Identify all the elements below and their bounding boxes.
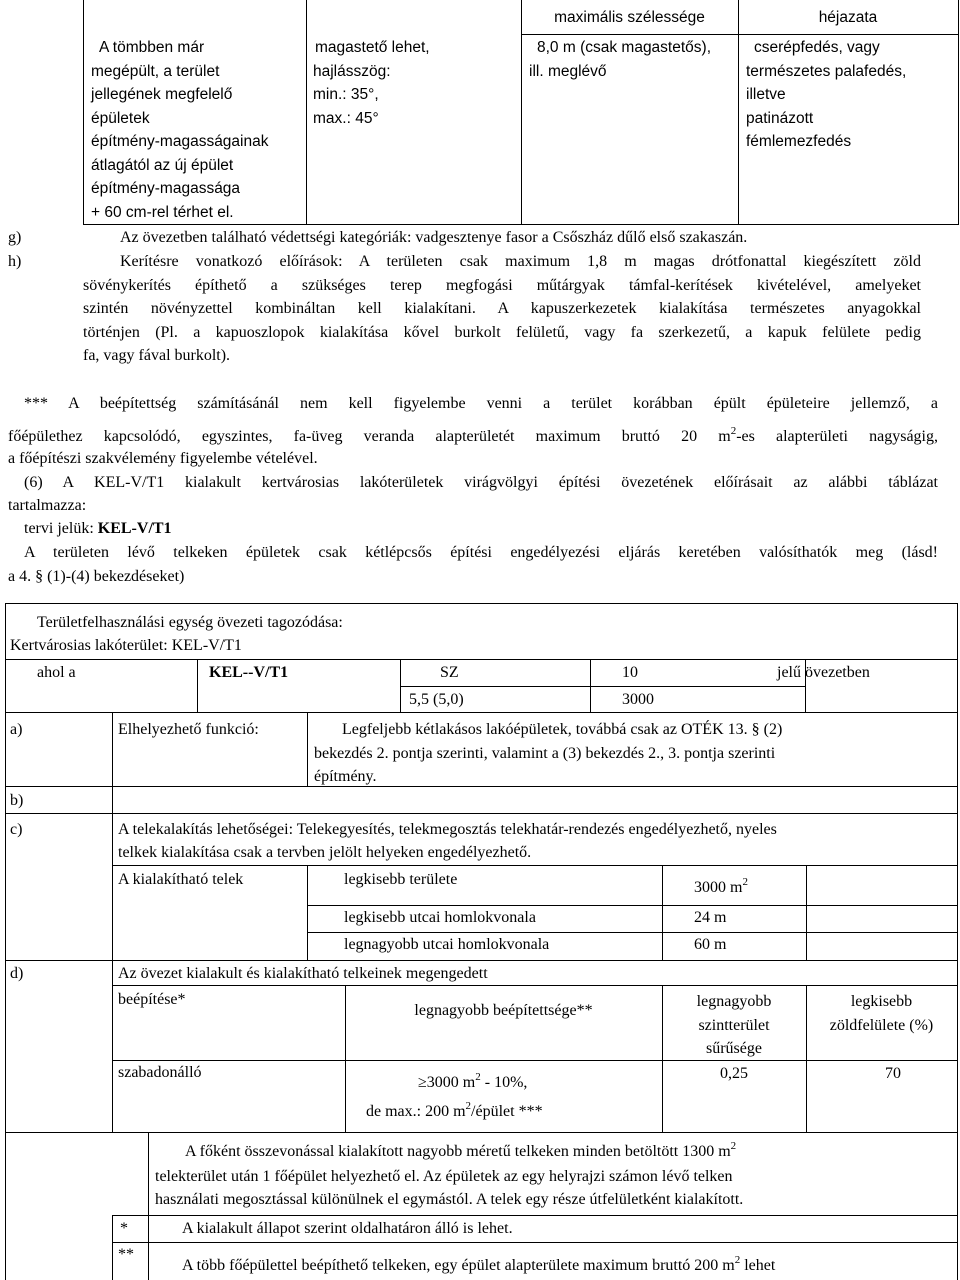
header-line: szintterület	[698, 1016, 770, 1034]
ten-value: 10	[622, 664, 638, 681]
cell-line: A tömbben már	[99, 39, 205, 56]
jelu-ovezetben: jelű övezetben	[777, 664, 870, 681]
cell-line: illetve	[746, 86, 786, 103]
zone-code: KEL--V/T1	[209, 664, 289, 681]
table-border	[5, 603, 6, 1280]
text-line: történjen (Pl. a kapuoszlopok kialakítása kővel burkolt felületű, vagy fa szerkezetű, a kapuk felülete pedig	[83, 323, 921, 341]
zone-title: Területfelhasználási egység övezeti tagozódása:	[37, 614, 343, 631]
text-line: építmény.	[314, 768, 377, 785]
coverage-max	[366, 1102, 543, 1122]
note-paragraph-line: *** A beépítettség számításánál nem kell figyelembe venni a terület korábban épült épületeire jellemző, a	[24, 395, 938, 412]
note-line: telekterület után 1 főépület helyezhető el. Az épületek az egy helyrajzi számon lévő telken	[155, 1168, 733, 1185]
permit-paragraph-line: A területen lévő telkeken épületek csak kétlépcsős építési engedélyezési eljárás keretében valósíthatók meg (lásd!	[24, 544, 938, 561]
telek-label: A kialakítható telek	[118, 871, 244, 888]
footnote-star2: **	[118, 1246, 134, 1263]
text-run: főépülethez kapcsolódó, egyszintes, fa-üveg veranda alapterületét maximum bruttó 20 m	[8, 428, 731, 445]
cell-line: max.: 45°	[313, 109, 379, 127]
table-border	[112, 1215, 957, 1216]
height-rule-cell	[91, 36, 269, 224]
header-line: sűrűsége	[706, 1040, 762, 1057]
row-g-label: g)	[8, 229, 22, 246]
table-border	[148, 1132, 149, 1280]
szabadonallo-label: szabadonálló	[118, 1064, 202, 1081]
table-border	[112, 1242, 957, 1243]
cell-line: patinázott	[746, 109, 814, 127]
value-text: - 10%,	[480, 1074, 528, 1091]
table-border	[5, 712, 957, 713]
cell-line: építmény-magassága	[91, 180, 241, 197]
section-6-line: (6) A KEL-V/T1 kialakult kertvárosias lakóterületek virágvölgyi építési övezetének előírásait az alábbi táblázat	[24, 474, 938, 491]
note-paragraph-line: a főépítészi szakvélemény figyelembe vételével.	[8, 450, 318, 467]
table-border	[197, 659, 198, 712]
cell-line: cserépfedés, vagy	[754, 39, 880, 56]
note-paragraph-line	[8, 425, 938, 448]
cell-line: építmény-magasságainak	[91, 133, 269, 150]
text-run: lehet	[740, 1257, 776, 1274]
cell-line: ill. meglévő	[529, 62, 607, 80]
row-g-text: Az övezetben található védettségi kategóriák: vadgesztenye fasor a Csőszház dűlő első szakaszán.	[120, 229, 748, 246]
table-border	[5, 659, 957, 660]
telek-row-value	[694, 878, 748, 898]
table-border	[83, 224, 959, 225]
table-border	[307, 712, 308, 786]
row-a-text	[314, 718, 782, 789]
table-border	[306, 0, 307, 224]
row-h-text	[83, 250, 921, 368]
table-border	[957, 603, 958, 1280]
superscript: 2	[742, 876, 748, 888]
tervi-label: tervi jelük:	[24, 520, 98, 537]
text-line: Legfeljebb kétlakásos lakóépületek, továbbá csak az OTÉK 13. § (2)	[342, 721, 783, 738]
table-border	[112, 1215, 113, 1280]
row-a-label: a)	[10, 721, 23, 738]
coverage-value	[418, 1073, 527, 1093]
superscript: 2	[730, 425, 737, 437]
permit-paragraph-line: a 4. § (1)-(4) bekezdéseket)	[8, 568, 185, 585]
table-border	[400, 659, 401, 712]
max-width-cell	[529, 36, 711, 83]
superscript: 2	[475, 1071, 481, 1083]
superscript: 2	[734, 1254, 741, 1266]
table-border	[112, 813, 113, 865]
text-line: bekezdés 2. pontja szerinti, valamint a (3) bekezdés 2., 3. pontja szerinti	[314, 744, 776, 762]
header-line: zöldfelülete (%)	[829, 1016, 934, 1034]
text-run: A több főépülettel beépíthető telkeken, egy épület alapterülete maximum bruttó 200 m	[182, 1257, 735, 1274]
text-line: Kerítésre vonatkozó előírások: A területen csak maximum 1,8 m magas drótfonattal kiegészített zöld	[120, 253, 921, 270]
cell-line: hajlásszög:	[313, 62, 391, 80]
cell-line: megépült, a terület	[91, 62, 220, 80]
cell-line: 8,0 m (csak magastetős),	[537, 39, 712, 56]
roofing-header: héjazata	[818, 9, 878, 26]
footnote-star1-text: A kialakult állapot szerint oldalhatáron álló is lehet.	[182, 1220, 513, 1237]
value-text: 3000 m	[694, 879, 743, 896]
table-border	[307, 932, 957, 933]
header-line: legkisebb	[850, 993, 913, 1010]
row-c-text: A telekalakítás lehetőségei: Telekegyesítés, telekmegosztás telekhatár-rendezés engedélyezhető, nyeles	[118, 821, 777, 838]
table-border	[5, 603, 957, 604]
text-run: -es alapterületi nagyságig,	[736, 428, 938, 445]
table-border	[307, 905, 957, 906]
table-border	[5, 813, 957, 814]
table-border	[5, 960, 957, 961]
superscript: 2	[730, 1140, 737, 1152]
table-border	[112, 1060, 957, 1061]
text-line: fa, vagy fával burkolt).	[83, 347, 231, 365]
beepitese-label: beépítése*	[118, 991, 186, 1008]
table-border	[307, 865, 308, 960]
floor-density-value: 0,25	[720, 1065, 748, 1082]
floor-density-header	[662, 990, 806, 1061]
superscript: 2	[465, 1100, 472, 1112]
text-run: A főként összevonással kialakított nagyobb méretű telkeken minden betöltött 1300 m	[185, 1143, 731, 1160]
area-value: 3000	[622, 691, 654, 708]
tervi-jeluk	[24, 517, 172, 540]
cell-line: magastető lehet,	[315, 39, 430, 56]
table-border	[112, 865, 113, 960]
note-line: használati megosztással különülnek el egymástól. A telek egy része útfelületként kialakított.	[155, 1191, 744, 1208]
cell-line: átlagától az új épület	[91, 156, 234, 174]
green-area-header	[806, 990, 957, 1037]
row-b-label: b)	[10, 792, 24, 809]
footnote-star2-text	[182, 1256, 775, 1276]
telek-row-value: 60 m	[694, 936, 727, 953]
cell-line: min.: 35°,	[313, 86, 379, 103]
tervi-code: KEL-V/T1	[97, 520, 172, 537]
table-border	[112, 985, 957, 986]
value-text: de max.: 200 m	[366, 1103, 466, 1120]
row-d-label: d)	[10, 965, 24, 982]
ahol-a-label: ahol a	[37, 664, 76, 681]
value-text: ≥3000 m	[418, 1074, 476, 1091]
cell-line: fémlemezfedés	[746, 133, 852, 150]
table-border	[958, 0, 959, 224]
cell-line: természetes palafedés,	[746, 62, 907, 80]
table-border	[112, 712, 113, 786]
telek-row-name: legnagyobb utcai homlokvonala	[344, 936, 550, 953]
cell-line: épületek	[91, 109, 150, 127]
telek-row-name: legkisebb utcai homlokvonala	[344, 909, 536, 926]
zone-subtitle: Kertvárosias lakóterület: KEL-V/T1	[10, 637, 242, 654]
section-6-line: tartalmazza:	[8, 497, 87, 514]
header-line: legnagyobb	[696, 993, 772, 1010]
text-line: sövénykerítés építhető a szükséges terep megfogási műtárgyak támfal-kerítések kivételével, amelyeket	[83, 276, 921, 294]
row-h-label: h)	[8, 253, 22, 270]
roofing-cell	[746, 36, 906, 154]
table-border	[400, 686, 805, 687]
telek-row-value: 24 m	[694, 909, 727, 926]
max-width-header: maximális szélessége	[554, 9, 705, 26]
row-c-text: telkek kialakítása csak a tervben jelölt helyeken engedélyezhető.	[118, 844, 532, 861]
green-area-value: 70	[885, 1065, 901, 1082]
table-border	[83, 0, 84, 224]
roof-pitch-cell	[313, 36, 430, 130]
height-value: 5,5 (5,0)	[409, 691, 464, 708]
row-c-label: c)	[10, 821, 23, 838]
table-border	[112, 786, 113, 813]
telek-row-name: legkisebb területe	[344, 871, 458, 888]
footnote-star1: *	[120, 1220, 128, 1237]
row-d-text: Az övezet kialakult és kialakítható telkeinek megengedett	[118, 965, 488, 982]
sz-label: SZ	[440, 664, 459, 681]
table-border	[590, 659, 591, 712]
text-line: szintén növényzettel kombináltan kell kialakítani. A kapuszerkezetek kialakítása természetes anyagokkal	[83, 300, 921, 318]
table-border	[806, 865, 807, 960]
value-text: /épület ***	[471, 1103, 543, 1120]
cell-line: jellegének megfelelő	[91, 86, 233, 103]
table-border	[112, 865, 957, 866]
note-line	[185, 1142, 736, 1162]
table-border	[521, 34, 958, 35]
row-a-name: Elhelyezhető funkció:	[118, 721, 259, 738]
cell-line: + 60 cm-rel térhet el.	[91, 203, 234, 221]
table-border	[662, 865, 663, 960]
max-coverage-header: legnagyobb beépítettsége**	[414, 1002, 593, 1019]
